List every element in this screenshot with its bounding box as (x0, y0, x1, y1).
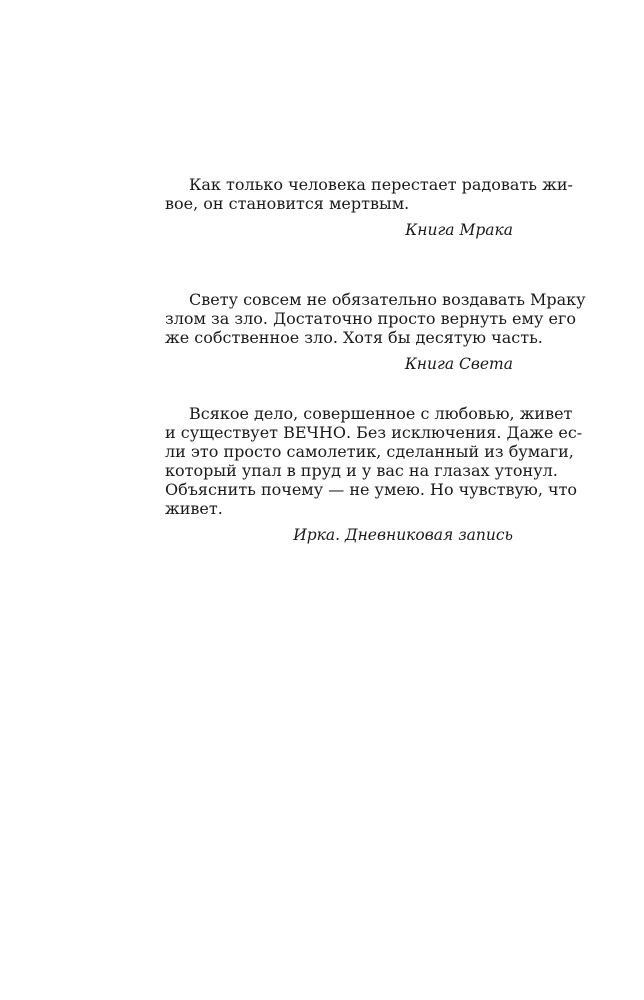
epigraph-text (165, 404, 583, 518)
epigraph-source: Ирка. Дневниковая запись (293, 526, 513, 544)
epigraph-text (165, 175, 573, 213)
epigraph-1 (165, 175, 573, 241)
epigraph-line: Свету совсем не обязательно воздавать Мраку (189, 290, 586, 309)
epigraph-line: же собственное зло. Хотя бы десятую часть. (165, 328, 543, 347)
epigraph-line: злом за зло. Достаточно просто вернуть ему его (165, 309, 576, 328)
epigraph-source: Книга Света (404, 355, 513, 373)
epigraph-line: вое, он становится мертвым. (165, 194, 410, 213)
epigraph-text (165, 290, 586, 347)
epigraph-line: Всякое дело, совершенное с любовью, живет (189, 404, 573, 423)
epigraph-source: Книга Мрака (405, 221, 513, 239)
epigraph-line: и существует ВЕЧНО. Без исключения. Даже ес- (165, 423, 583, 442)
epigraph-line: ли это просто самолетик, сделанный из бумаги, (165, 442, 574, 461)
epigraph-line: Объяснить почему — не умею. Но чувствую, что (165, 480, 578, 499)
epigraph-line: Как только человека перестает радовать жи- (189, 175, 573, 194)
epigraph-line: который упал в пруд и у вас на глазах утонул. (165, 461, 558, 480)
epigraph-2 (165, 290, 586, 375)
epigraph-3 (165, 404, 583, 546)
epigraph-line: живет. (165, 499, 223, 518)
